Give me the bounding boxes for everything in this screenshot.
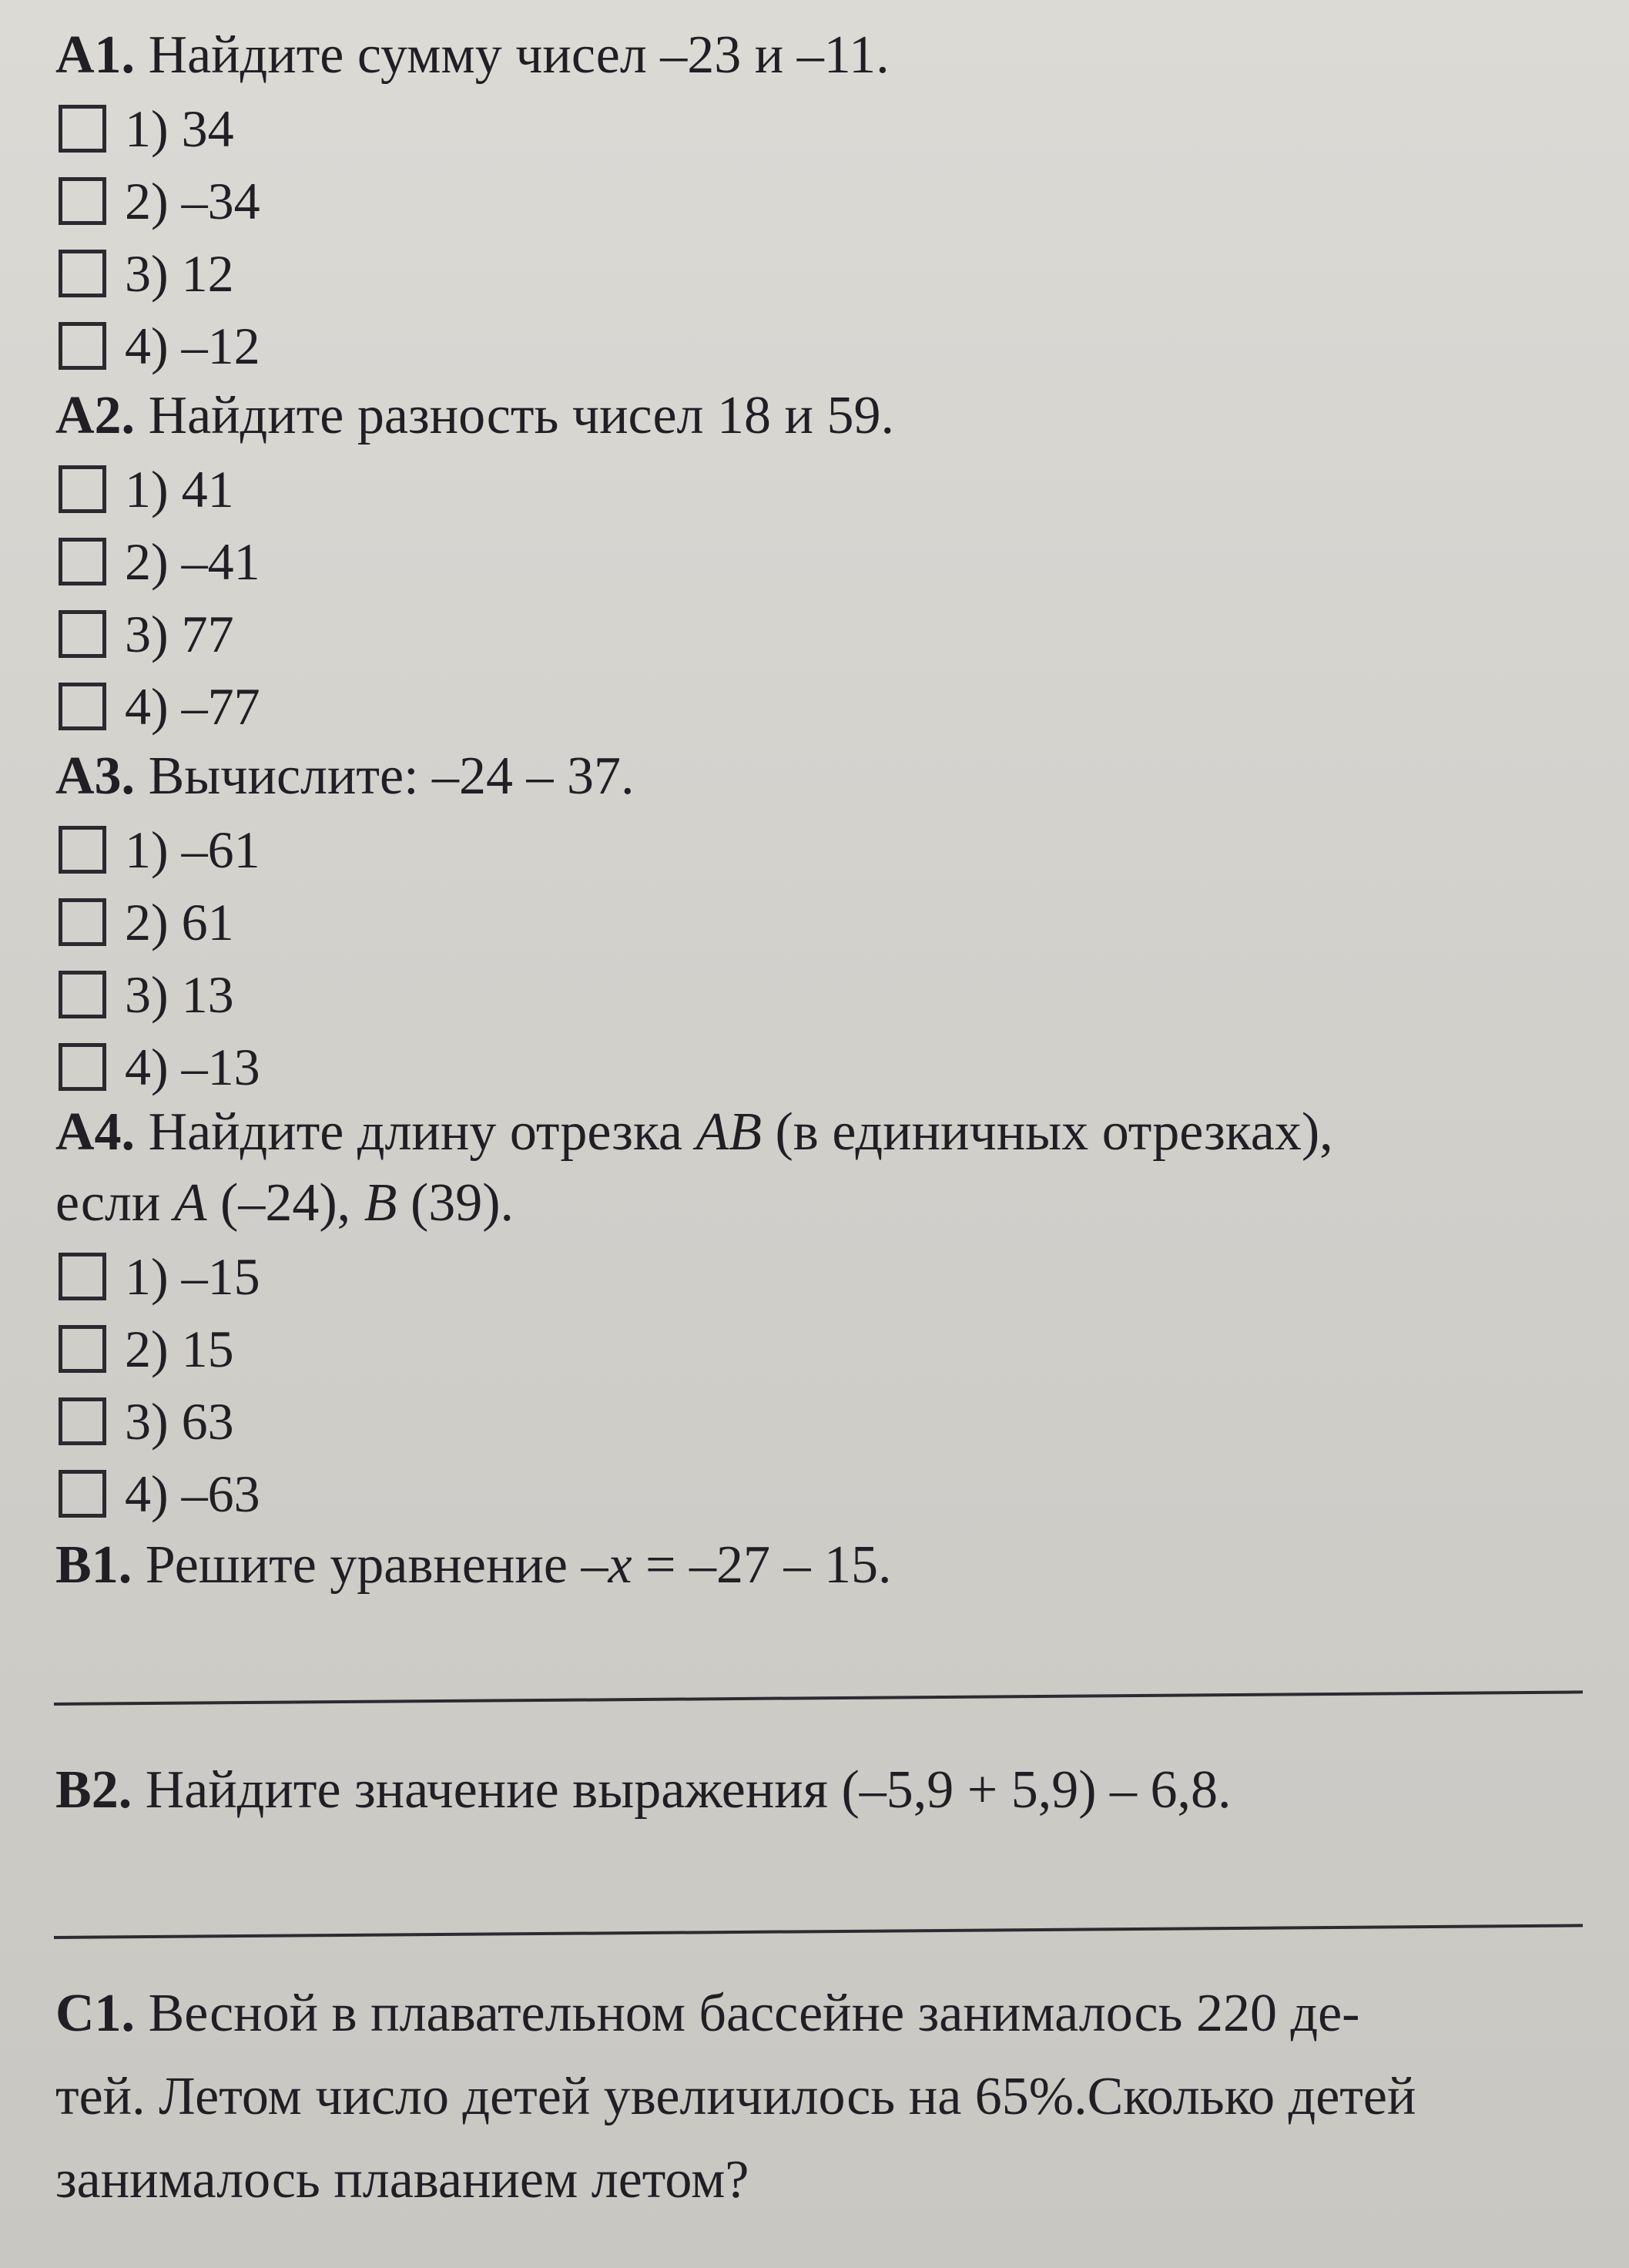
option-a2-3[interactable] xyxy=(55,598,1598,670)
question-a4 xyxy=(55,1100,1598,1530)
question-a1-text xyxy=(55,23,1598,88)
question-a2 xyxy=(55,384,1598,743)
question-c1-line3: занималось плаванием летом? xyxy=(55,2150,749,2209)
question-a3-text xyxy=(55,744,1598,809)
option-a1-3[interactable] xyxy=(55,237,1598,310)
option-a3-2[interactable] xyxy=(55,886,1598,958)
option-label: 3) 12 xyxy=(125,244,234,303)
option-a4-2[interactable] xyxy=(55,1313,1598,1385)
option-a4-1[interactable] xyxy=(55,1240,1598,1313)
question-c1-line2: тей. Летом число детей увеличилось на 65%.Сколько детей xyxy=(55,2067,1416,2126)
option-a3-4[interactable] xyxy=(55,1031,1598,1103)
option-a1-1[interactable] xyxy=(55,92,1598,165)
option-label: 1) 34 xyxy=(125,99,234,158)
point-a: А xyxy=(173,1173,207,1233)
point-a-coord: (–24), xyxy=(206,1173,364,1233)
checkbox[interactable] xyxy=(59,1043,106,1091)
segment-ab: АВ xyxy=(696,1102,762,1162)
question-b2 xyxy=(55,1758,1598,1823)
question-c1-label: С1. xyxy=(55,1984,136,2043)
question-a2-label: А2. xyxy=(55,386,136,445)
checkbox[interactable] xyxy=(59,1470,106,1518)
option-label: 3) 13 xyxy=(125,965,234,1024)
option-label: 1) 41 xyxy=(125,460,234,518)
option-label: 2) –41 xyxy=(125,532,260,591)
question-b2-text xyxy=(55,1758,1598,1823)
option-label: 1) –15 xyxy=(125,1247,260,1306)
question-a1-options xyxy=(55,92,1598,382)
question-c1-body-1: Весной в плавательном бассейне занималось 220 де- xyxy=(135,1984,1360,2043)
question-c1 xyxy=(55,1972,1598,2222)
question-a4-label: А4. xyxy=(55,1102,136,1162)
question-a4-body-2: (в единичных отрезках), xyxy=(762,1102,1333,1162)
question-a4-if: если xyxy=(55,1173,174,1233)
checkbox[interactable] xyxy=(59,465,106,513)
checkbox[interactable] xyxy=(59,683,106,730)
question-a3 xyxy=(55,744,1598,1103)
option-a2-4[interactable] xyxy=(55,670,1598,743)
option-a2-1[interactable] xyxy=(55,453,1598,525)
option-a3-1[interactable] xyxy=(55,814,1598,886)
option-a4-4[interactable] xyxy=(55,1458,1598,1530)
option-label: 2) –34 xyxy=(125,172,260,230)
question-b1-body-1: Решите уравнение – xyxy=(132,1535,608,1595)
checkbox[interactable] xyxy=(59,1253,106,1300)
option-label: 1) –61 xyxy=(125,820,260,879)
question-a3-label: А3. xyxy=(55,746,136,806)
answer-line-b2[interactable] xyxy=(54,1924,1583,1939)
point-b: В xyxy=(364,1173,397,1233)
option-label: 4) –63 xyxy=(125,1464,260,1523)
question-a4-options xyxy=(55,1240,1598,1530)
question-a1-label: А1. xyxy=(55,25,136,85)
question-b1-text xyxy=(55,1533,1598,1598)
answer-line-b1[interactable] xyxy=(54,1690,1583,1706)
option-a1-2[interactable] xyxy=(55,165,1598,237)
option-a2-2[interactable] xyxy=(55,525,1598,598)
question-b1 xyxy=(55,1533,1598,1598)
option-label: 2) 15 xyxy=(125,1320,234,1378)
question-c1-line1 xyxy=(55,1972,1598,2055)
question-b2-body: Найдите значение выражения (–5,9 + 5,9) – 6,8. xyxy=(132,1760,1232,1820)
question-b1-body-2: = –27 – 15. xyxy=(632,1535,892,1595)
checkbox[interactable] xyxy=(59,826,106,874)
question-a3-body: Вычислите: –24 – 37. xyxy=(135,746,635,806)
option-label: 4) –12 xyxy=(125,317,260,375)
question-a4-body-1: Найдите длину отрезка xyxy=(135,1102,696,1162)
option-label: 3) 77 xyxy=(125,605,234,663)
checkbox[interactable] xyxy=(59,322,106,370)
checkbox[interactable] xyxy=(59,610,106,658)
question-b2-label: В2. xyxy=(55,1760,132,1820)
question-a4-text-line2 xyxy=(55,1171,1598,1236)
question-a2-body: Найдите разность чисел 18 и 59. xyxy=(135,386,894,445)
checkbox[interactable] xyxy=(59,971,106,1018)
checkbox[interactable] xyxy=(59,177,106,225)
option-label: 4) –13 xyxy=(125,1038,260,1096)
checkbox[interactable] xyxy=(59,250,106,297)
checkbox[interactable] xyxy=(59,1397,106,1445)
question-b1-label: В1. xyxy=(55,1535,132,1595)
checkbox[interactable] xyxy=(59,538,106,585)
question-a1 xyxy=(55,23,1598,382)
option-a1-4[interactable] xyxy=(55,310,1598,382)
question-a2-options xyxy=(55,453,1598,743)
option-label: 2) 61 xyxy=(125,893,234,951)
checkbox[interactable] xyxy=(59,898,106,946)
question-a4-text-line1 xyxy=(55,1100,1598,1165)
point-b-coord: (39). xyxy=(397,1173,515,1233)
variable-x: x xyxy=(608,1535,632,1595)
option-a3-3[interactable] xyxy=(55,958,1598,1031)
option-label: 3) 63 xyxy=(125,1392,234,1451)
option-label: 4) –77 xyxy=(125,677,260,736)
question-a3-options xyxy=(55,814,1598,1103)
option-a4-3[interactable] xyxy=(55,1385,1598,1458)
question-a2-text xyxy=(55,384,1598,448)
checkbox[interactable] xyxy=(59,1325,106,1373)
question-a1-body: Найдите сумму чисел –23 и –11. xyxy=(135,25,890,85)
checkbox[interactable] xyxy=(59,105,106,153)
